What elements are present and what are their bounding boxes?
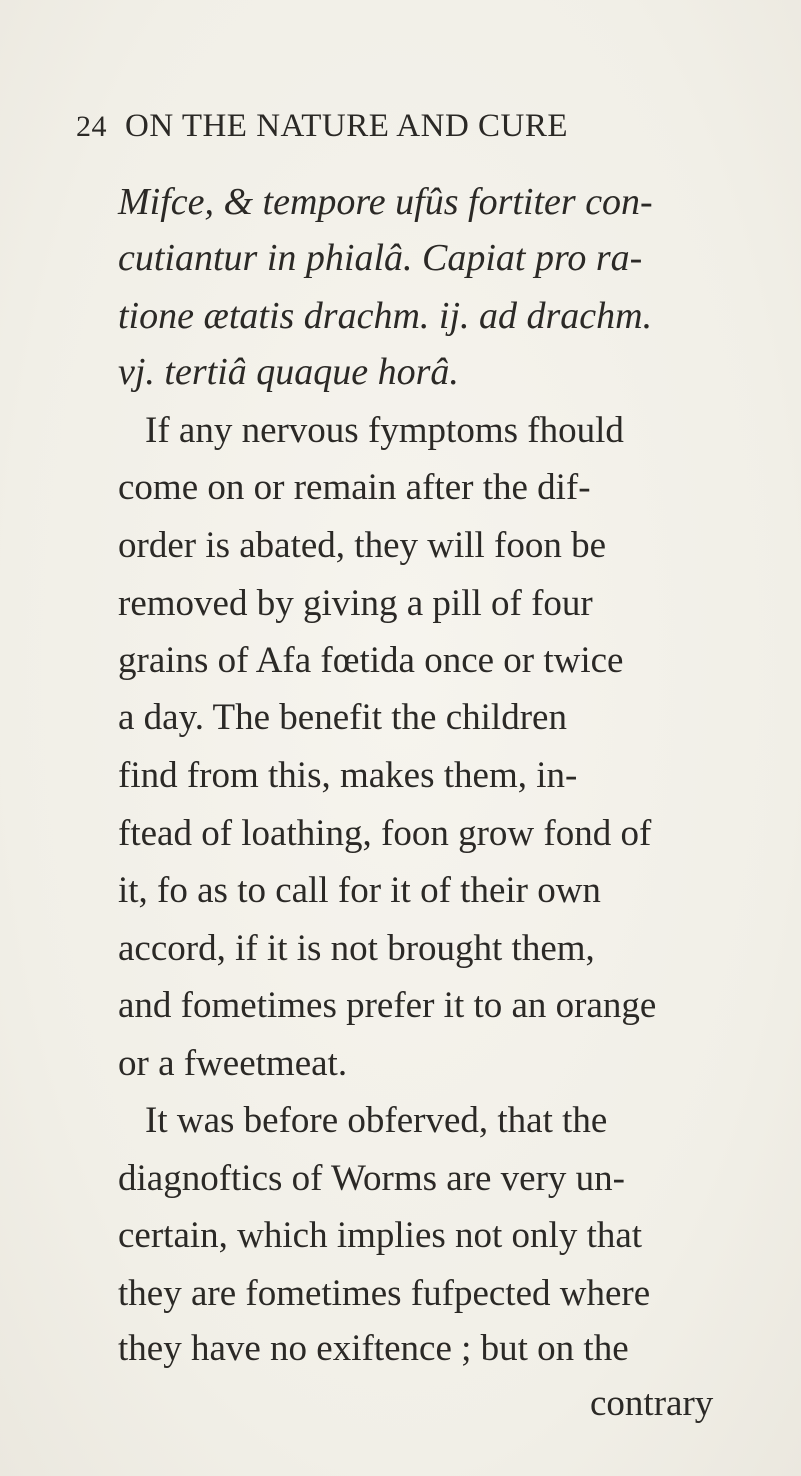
- text-line-6: come on or remain after the dif-: [118, 467, 591, 508]
- text-line-4: vj. tertiâ quaque horâ.: [118, 351, 459, 393]
- text-line-12: ftead of loathing, foon grow fond of: [118, 813, 652, 854]
- text-line-19: certain, which implies not only that: [118, 1215, 643, 1256]
- text-line-16: or a fweetmeat.: [118, 1043, 348, 1084]
- text-line-14: accord, if it is not brought them,: [118, 928, 595, 969]
- text-line-5: If any nervous fymptoms fhould: [145, 410, 624, 451]
- text-line-21: they have no exiftence ; but on the: [118, 1328, 629, 1369]
- text-line-3: tione ætatis drachm. ij. ad drachm.: [118, 295, 653, 337]
- text-line-1: Mifce, & tempore ufûs fortiter con-: [118, 181, 653, 223]
- page-number: 24: [76, 110, 107, 143]
- text-line-9: grains of Afa fœtida once or twice: [118, 640, 624, 681]
- text-line-18: diagnoftics of Worms are very un-: [118, 1158, 625, 1199]
- text-line-20: they are fometimes fufpected where: [118, 1273, 651, 1314]
- running-title: ON THE NATURE AND CURE: [125, 108, 569, 144]
- text-line-17: It was before obferved, that the: [145, 1100, 608, 1141]
- text-line-11: find from this, makes them, in-: [118, 755, 578, 796]
- page-header: [76, 108, 716, 156]
- text-line-15: and fometimes prefer it to an orange: [118, 985, 657, 1026]
- text-line-10: a day. The benefit the children: [118, 697, 567, 738]
- text-line-13: it, fo as to call for it of their own: [118, 870, 601, 911]
- text-line-7: order is abated, they will foon be: [118, 525, 607, 566]
- catchword: contrary: [590, 1383, 714, 1424]
- text-line-8: removed by giving a pill of four: [118, 583, 593, 624]
- text-line-2: cutiantur in phialâ. Capiat pro ra-: [118, 237, 643, 279]
